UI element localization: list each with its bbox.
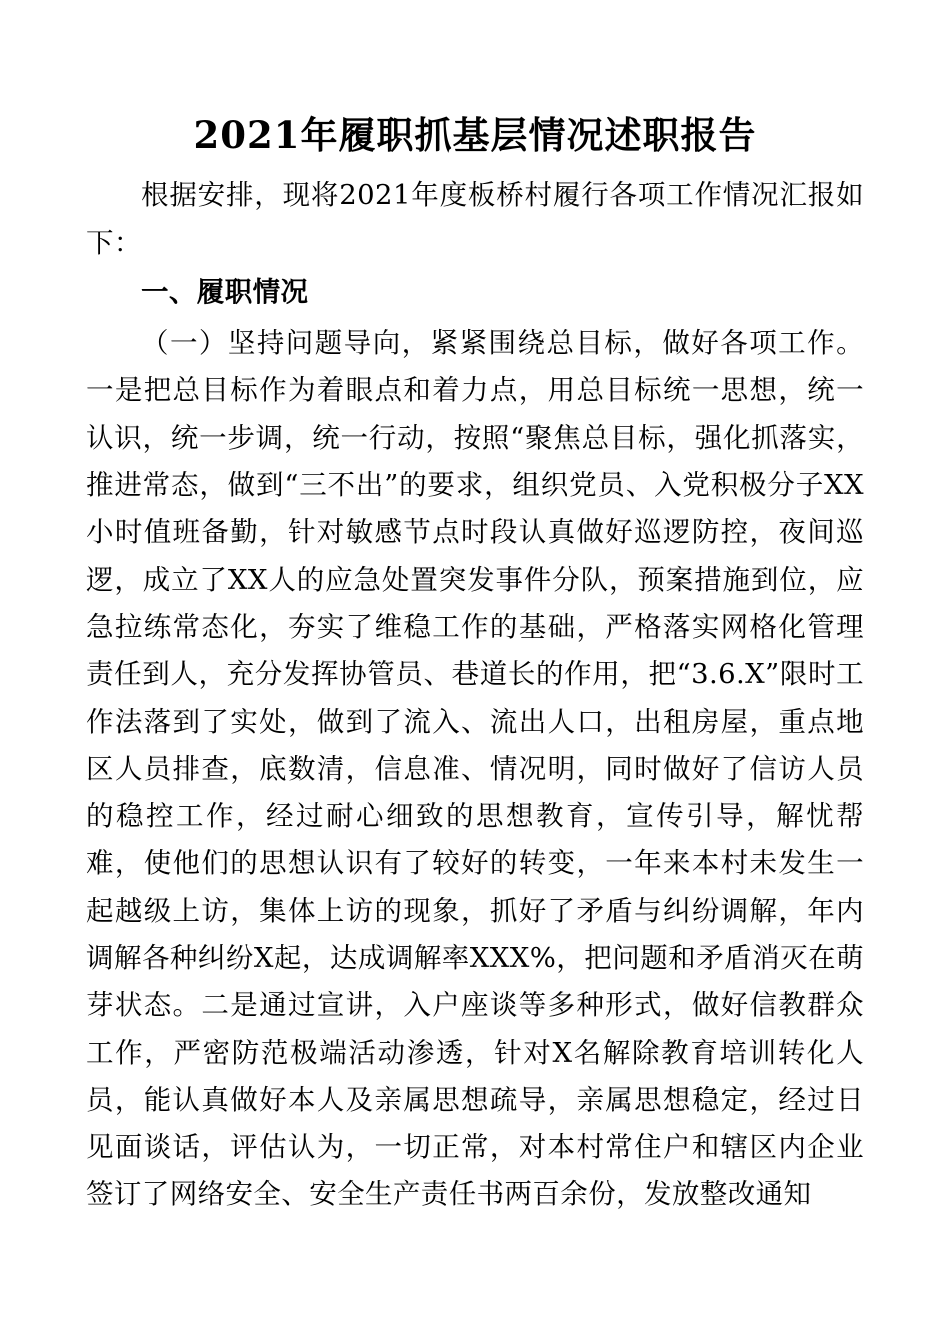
page-title: 2021年履职抓基层情况述职报告 [193, 113, 757, 157]
intro-paragraph: 根据安排，现将2021年度板桥村履行各项工作情况汇报如下： [86, 179, 864, 259]
body-paragraph-1: （一）坚持问题导向，紧紧围绕总目标，做好各项工作。一是把总目标作为着眼点和着力点，用总目标统一思想，统一认识，统一步调，统一行动，按照“聚焦总目标，强化抓落实，推进常态，做到“三不出”的要求，组织党员、入党积极分子XX小时值班备勤，针对敏感节点时段认真做好巡逻防控，夜间巡逻，成立了XX人的应急处置突发事件分队，预案措施到位，应急拉练常态化，夯实了维稳工作的基础，严格落实网格化管理责任到人，充分发挥协管员、巷道长的作用，把“3.6.X”限时工作法落到了实处，做到了流入、流出人口，出租房屋，重点地区人员排查，底数清，信息准、情况明，同时做好了信访人员的稳控工作，经过耐心细致的思想教育，宣传引导，解忧帮难，使他们的思想认识有了较好的转变，一年来本村未发生一起越级上访，集体上访的现象，抓好了矛盾与纠纷调解，年内调解各种纠纷X起，达成调解率XXX%，把问题和矛盾消灭在萌芽状态。二是通过宣讲，入户座谈等多种形式，做好信教群众工作，严密防范极端活动渗透，针对X名解除教育培训转化人员，能认真做好本人及亲属思想疏导，亲属思想稳定，经过日见面谈话，评估认为，一切正常，对本村常住户和辖区内企业签订了网络安全、安全生产责任书两百余份，发放整改通知 [86, 327, 864, 1211]
section-heading-1: 一、履职情况 [141, 275, 309, 308]
